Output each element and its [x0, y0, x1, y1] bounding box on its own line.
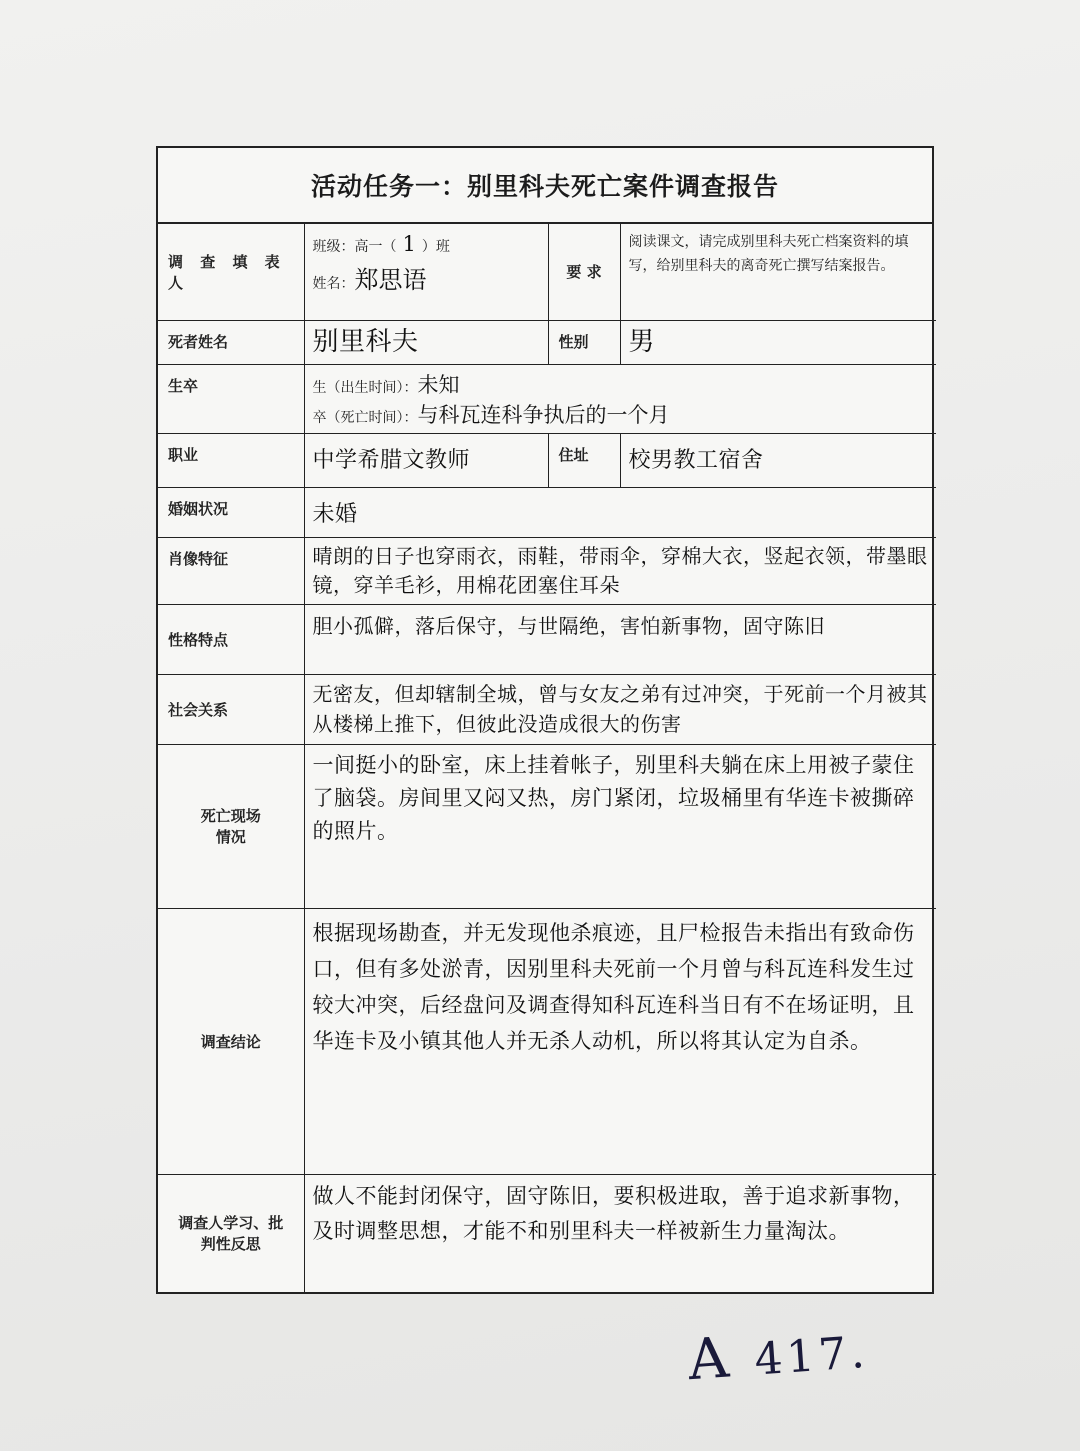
personality-value: 胆小孤僻，落后保守，与世隔绝，害怕新事物，固守陈旧 — [304, 604, 936, 674]
lifespan-cell — [304, 364, 936, 433]
reflection-label — [158, 1174, 304, 1292]
marital-value: 未婚 — [304, 487, 936, 537]
birth-value: 未知 — [417, 372, 460, 397]
name-line — [313, 260, 540, 295]
reflection-value: 做人不能封闭保守，固守陈旧，要积极进取，善于追求新事物，及时调整思想，才能不和别里科夫一样被新生力量淘汰。 — [304, 1174, 936, 1292]
class-label: 班级：高一（ — [312, 239, 397, 255]
social-label: 社会关系 — [158, 674, 304, 744]
death-label: 卒（死亡时间）： — [312, 409, 418, 426]
scene-label-line-1: 死亡现场 — [200, 807, 261, 825]
personality-label: 性格特点 — [158, 604, 304, 674]
address-value: 校男教工宿舍 — [620, 433, 936, 487]
occupation-value: 中学希腊文教师 — [304, 433, 548, 487]
requirement-label: 要 求 — [548, 224, 620, 320]
scene-label — [158, 744, 304, 908]
occupation-label: 职业 — [158, 433, 304, 487]
birth-line — [313, 369, 929, 399]
investigator-cell — [304, 224, 548, 320]
marital-label: 婚姻状况 — [158, 487, 304, 537]
conclusion-value: 根据现场勘查，并无发现他杀痕迹，且尸检报告未指出有致命伤口，但有多处淤青，因别里科夫死前一个月曾与科瓦连科发生过较大冲突，后经盘问及调查得知科瓦连科当日有不在场证明，且华连卡及小镇其他人并无杀人动机，所以将其认定为自杀。 — [304, 908, 936, 1174]
deceased-value: 别里科夫 — [304, 320, 548, 364]
name-label: 姓名： — [312, 276, 355, 292]
class-suffix: ）班 — [421, 239, 450, 255]
gender-label: 性别 — [548, 320, 620, 364]
scene-label-line-2: 情况 — [215, 828, 246, 846]
form-table — [158, 224, 936, 1292]
portrait-label: 肖像特征 — [158, 537, 304, 604]
grade-number: 417. — [752, 1326, 871, 1386]
birth-label: 生（出生时间）： — [312, 379, 418, 396]
deceased-label: 死者姓名 — [158, 320, 304, 364]
scene-value: 一间挺小的卧室，床上挂着帐子，别里科夫躺在床上用被子蒙住了脑袋。房间里又闷又热，房门紧闭，垃圾桶里有华连卡被撕碎的照片。 — [304, 744, 936, 908]
form-title: 活动任务一：别里科夫死亡案件调查报告 — [158, 148, 932, 224]
grade-letter: A — [685, 1325, 735, 1394]
gender-value: 男 — [620, 320, 936, 364]
death-value: 与科瓦连科争执后的一个月 — [417, 402, 670, 427]
address-label: 住址 — [548, 433, 620, 487]
death-line — [313, 399, 929, 429]
investigator-label: 调 查 填 表 人 — [158, 224, 304, 320]
report-form — [156, 146, 934, 1294]
name-value: 郑思语 — [354, 266, 427, 294]
class-line — [313, 232, 540, 256]
conclusion-label: 调查结论 — [158, 908, 304, 1174]
reflection-label-line-2: 判性反思 — [200, 1235, 261, 1254]
social-value: 无密友，但却辖制全城，曾与女友之弟有过冲突，于死前一个月被其从楼梯上推下，但彼此没造成很大的伤害 — [304, 674, 936, 744]
portrait-value: 晴朗的日子也穿雨衣，雨鞋，带雨伞，穿棉大衣，竖起衣领，带墨眼镜，穿羊毛衫，用棉花团塞住耳朵 — [304, 537, 936, 604]
class-value: 1 — [402, 232, 416, 256]
requirement-text: 阅读课文，请完成别里科夫死亡档案资料的填写，给别里科夫的离奇死亡撰写结案报告。 — [620, 224, 936, 320]
lifespan-label: 生卒 — [158, 364, 304, 433]
reflection-label-line-1: 调查人学习、批 — [178, 1214, 284, 1233]
grade-mark — [686, 1316, 870, 1393]
